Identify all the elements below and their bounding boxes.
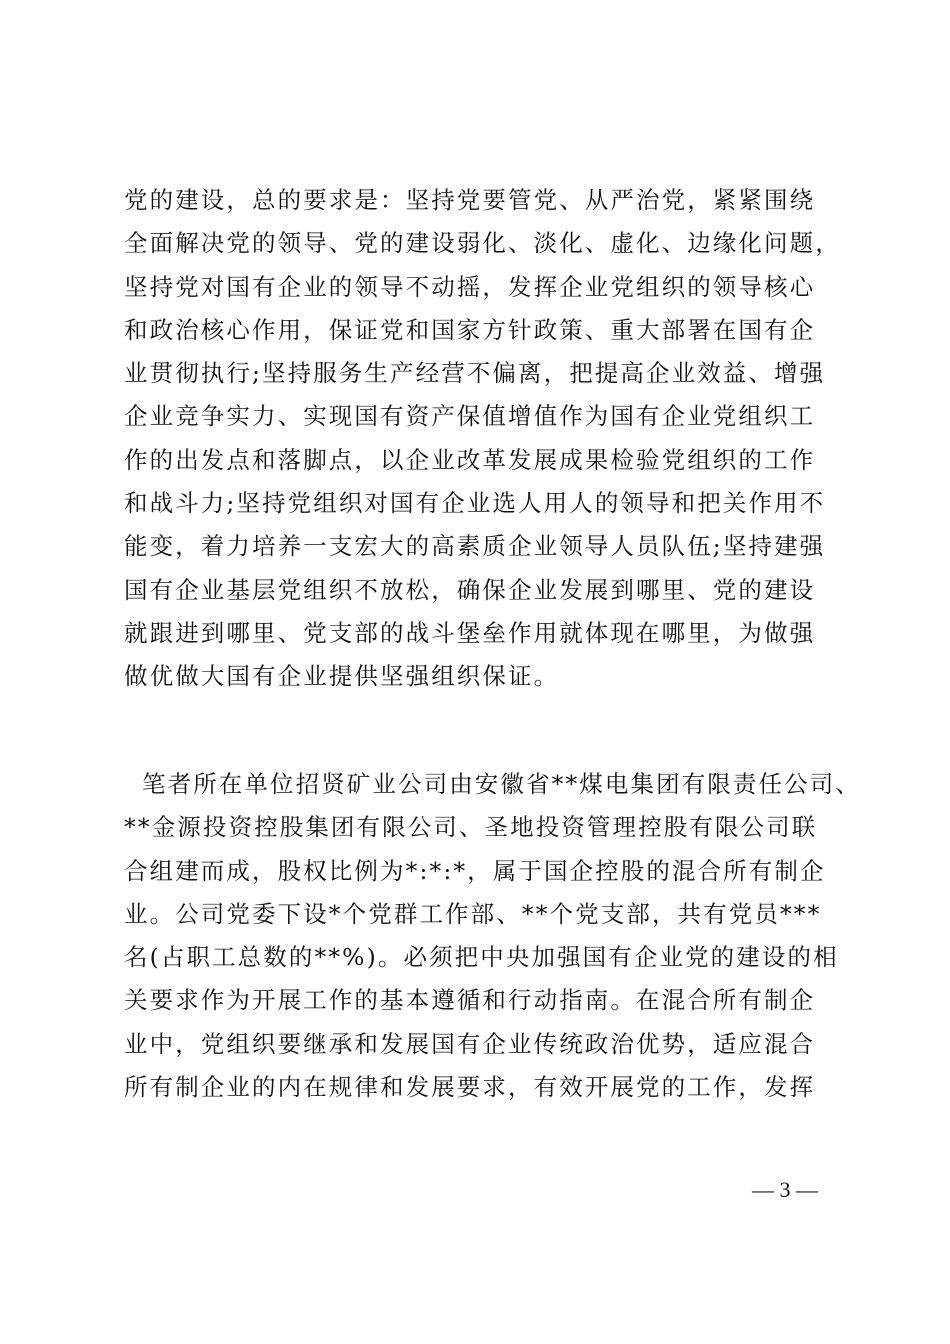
text-line: 全面解决党的领导、党的建设弱化、淡化、虚化、边缘化问题， [124,229,841,258]
text-line: **金源投资控股集团有限公司、圣地投资管理控股有限公司联 [124,813,818,842]
text-line: 业中，党组织要继承和发展国有企业传统政治优势，适应混合 [124,1029,816,1058]
text-line: 业。公司党委下设*个党群工作部、**个党支部，共有党员*** [124,899,822,928]
text-line: 坚持党对国有企业的领导不动摇，发挥企业党组织的领导核心 [124,272,816,301]
text-line: 所有制企业的内在规律和发展要求，有效开展党的工作，发挥 [124,1073,816,1102]
text-line: 就跟进到哪里、党支部的战斗堡垒作用就体现在哪里，为做强 [124,618,816,647]
text-line: 关要求作为开展工作的基本遵循和行动指南。在混合所有制企 [124,986,816,1015]
text-line: 名(占职工总数的**%)。必须把中央加强国有企业党的建设的相 [124,943,839,972]
text-line: 作的出发点和落脚点，以企业改革发展成果检验党组织的工作 [124,445,816,474]
text-line: 能变，着力培养一支宏大的高素质企业领导人员队伍;坚持建强 [124,532,826,561]
text-line: 和战斗力;坚持党组织对国有企业选人用人的领导和把关作用不 [124,489,826,518]
text-line: 合组建而成，股权比例为*:*:*，属于国企控股的混合所有制企 [124,856,826,885]
text-line: 企业竞争实力、实现国有资产保值增值作为国有企业党组织工 [124,402,816,431]
page-number: — 3 — [752,1177,818,1202]
text-line: 国有企业基层党组织不放松，确保企业发展到哪里、党的建设 [124,575,816,604]
text-line: 笔者所在单位招贤矿业公司由安徽省**煤电集团有限责任公司、 [142,770,861,798]
text-line: 党的建设，总的要求是：坚持党要管党、从严治党，紧紧围绕 [124,186,816,214]
text-line: 业贯彻执行;坚持服务生产经营不偏离，把提高企业效益、增强 [124,359,826,388]
text-line: 和政治核心作用，保证党和国家方针政策、重大部署在国有企 [124,315,816,344]
text-line: 做优做大国有企业提供坚强组织保证。 [124,662,560,691]
paragraph-2 [124,763,861,1109]
paragraph-1 [124,179,841,699]
